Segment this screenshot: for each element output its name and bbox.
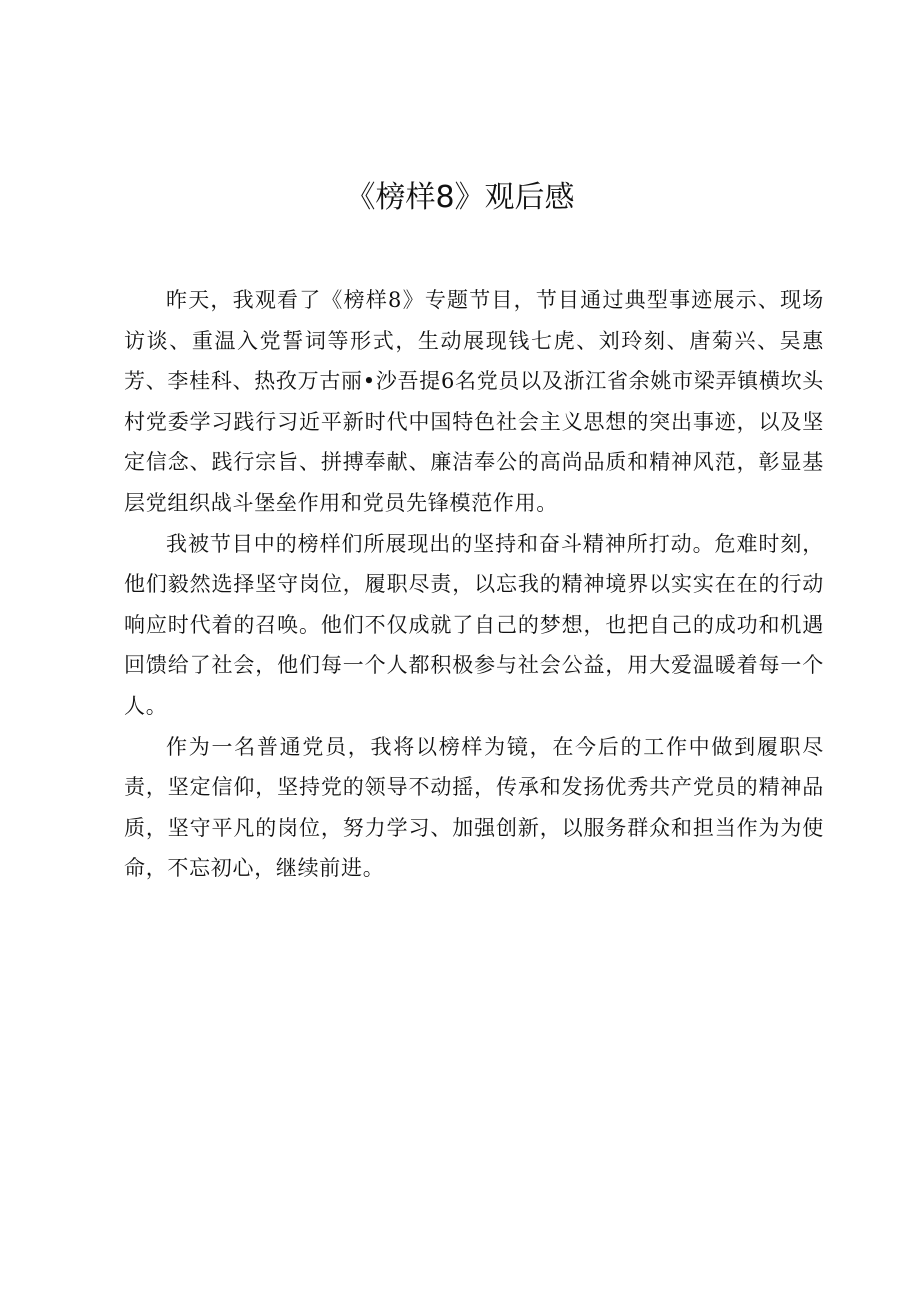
- paragraph-2: 我被节目中的榜样们所展现出的坚持和奋斗精神所打动。危难时刻，他们毅然选择坚守岗位，履职尽责，以忘我的精神境界以实实在在的行动响应时代着的召唤。他们不仅成就了自己的梦想，也把自己的成功和机遇回馈给了社会，他们每一个人都积极参与社会公益，用大爱温暖着每一个人。: [124, 531, 824, 718]
- document-title: 《榜样8》观后感: [345, 180, 575, 215]
- paragraph-3: 作为一名普通党员，我将以榜样为镜，在今后的工作中做到履职尽责，坚定信仰，坚持党的领导不动摇，传承和发扬优秀共产党员的精神品质，坚守平凡的岗位，努力学习、加强创新，以服务群众和担当作为为使命，不忘初心，继续前进。: [124, 734, 824, 881]
- document-body: [124, 280, 824, 889]
- paragraph-1: 昨天，我观看了《榜样8》专题节目，节目通过典型事迹展示、现场访谈、重温入党誓词等形式，生动展现钱七虎、刘玲刻、唐菊兴、吴惠芳、李桂科、热孜万古丽•沙吾提6名党员以及浙江省余姚市梁弄镇横坎头村党委学习践行习近平新时代中国特色社会主义思想的突出事迹，以及坚定信念、践行宗旨、拼搏奉献、廉洁奉公的高尚品质和精神风范，彰显基层党组织战斗堡垒作用和党员先锋模范作用。: [124, 288, 824, 515]
